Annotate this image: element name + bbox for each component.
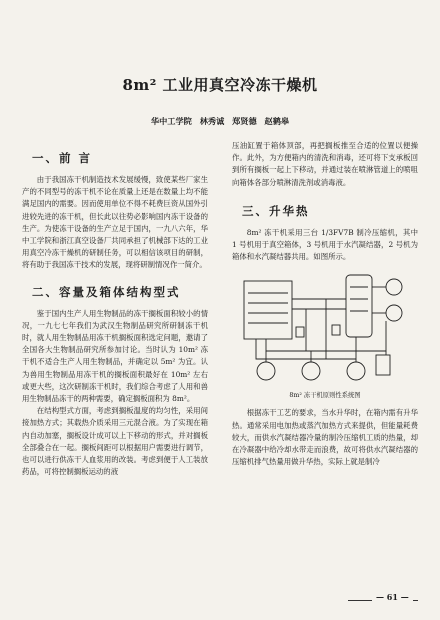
paragraph: 根据冻干工艺的要求，当水升华时，在箱内需有升华热。通常采用电加热或蒸汽加热方式来提供，但能量耗费较大，而供水汽凝结器冷量的制冷压缩机工质的热量，却在冷凝器中给冷却水带走而浪费，故可将供水汽凝结器的压缩机排气热量用做升华热，实际上就是制冷 xyxy=(232,408,418,467)
left-column xyxy=(22,140,208,478)
figure-caption: 8m² 冻干机原则性系统图 xyxy=(289,392,361,400)
right-column xyxy=(232,140,418,468)
page-number: — 61 — xyxy=(372,592,413,602)
vacuum-pump xyxy=(386,279,402,295)
vapor-condenser xyxy=(346,275,372,337)
paragraph: 由于我国冻干机制造技术发展缓慢，致使某些厂家生产的不同型号的冻干机不论在质量上还是在数量上均不能满足国内的需要。因而使用单位不得不耗费巨资从国外引进较先进的冻干机，但长此以往势必影响国内冻干设备的生产。为使冻干设备的生产立足于国内，一九八六年，华中工学院和浙江真空设备厂共同承担了机械部下达的工业用真空冷冻干燥机的研制任务，可以相信该项目的研制，将有助于我国冻干技术的发展，现将研制情况作一简介。 xyxy=(22,175,208,270)
vacuum-chamber xyxy=(244,281,292,339)
paragraph: 在结构型式方面，考虑到搁板温度的均匀性，采用间接加热方式；其载热介质采用三元混合液。为了实现在箱内自动加塞，搁板设计成可以上下移动的形式，并对搁板全部叠合在一起。搁板间距可以根据用户需要进行调节，也可以进行供冻干人血浆用的改装。考虑到便于人工装放药品，可将控制搁板运动的液 xyxy=(22,406,208,477)
section-heading-sublimation: 三、升华热 xyxy=(242,203,310,218)
section-heading-capacity: 二、容量及箱体结构型式 xyxy=(32,284,181,299)
section-heading-preface: 一、前 言 xyxy=(32,151,93,165)
article-title: 8m² 工业用真空冷冻干燥机 xyxy=(122,76,318,94)
compressor-2 xyxy=(302,362,320,380)
paragraph: 压油缸置于箱体顶部，再把搁板推至合适的位置以便操作。此外，为方便箱内的清洗和消毒，还可将下支承板回到所有搁板一起上下移动，并通过装在喷淋管道上的喷咀向箱体各部分喷淋清洗剂或消毒液。 xyxy=(232,141,418,187)
compressor-3 xyxy=(347,362,365,380)
article-authors: 华中工学院 林秀诚 郑贤德 赵鹤皋 xyxy=(150,116,290,126)
system-diagram xyxy=(236,269,414,387)
paragraph: 8m² 冻干机采用三台 1/3FV7B 制冷压缩机，其中 1 号机用于真空箱体，3 号机用于水汽凝结器，2 号机为箱体和水汽凝结器共用。如图所示。 xyxy=(232,227,418,262)
system-schematic-drawing xyxy=(236,269,414,387)
vacuum-pump xyxy=(386,305,402,321)
paragraph: 鉴于国内生产人用生物制品的冻干搁板面积较小的情况，一九七七年我们为武汉生物制品研究所研制冻干机时，就人用生物制品用冻干机搁板面积选定问题，邀请了全国各大生物制品研究所参加讨论。当时认为 10m² 冻干机不适合生产人用生物制品，并确定以 5m² 为宜。认为兽用生物制品用冻干机的搁板面积最好在 10m² 左右或更大些，这次研制冻干机时，我们综合考虑了人用和兽用生物制品冻干的两种需要，确定搁板面积为 8m²。 xyxy=(22,308,208,404)
compressor-1 xyxy=(257,362,275,380)
